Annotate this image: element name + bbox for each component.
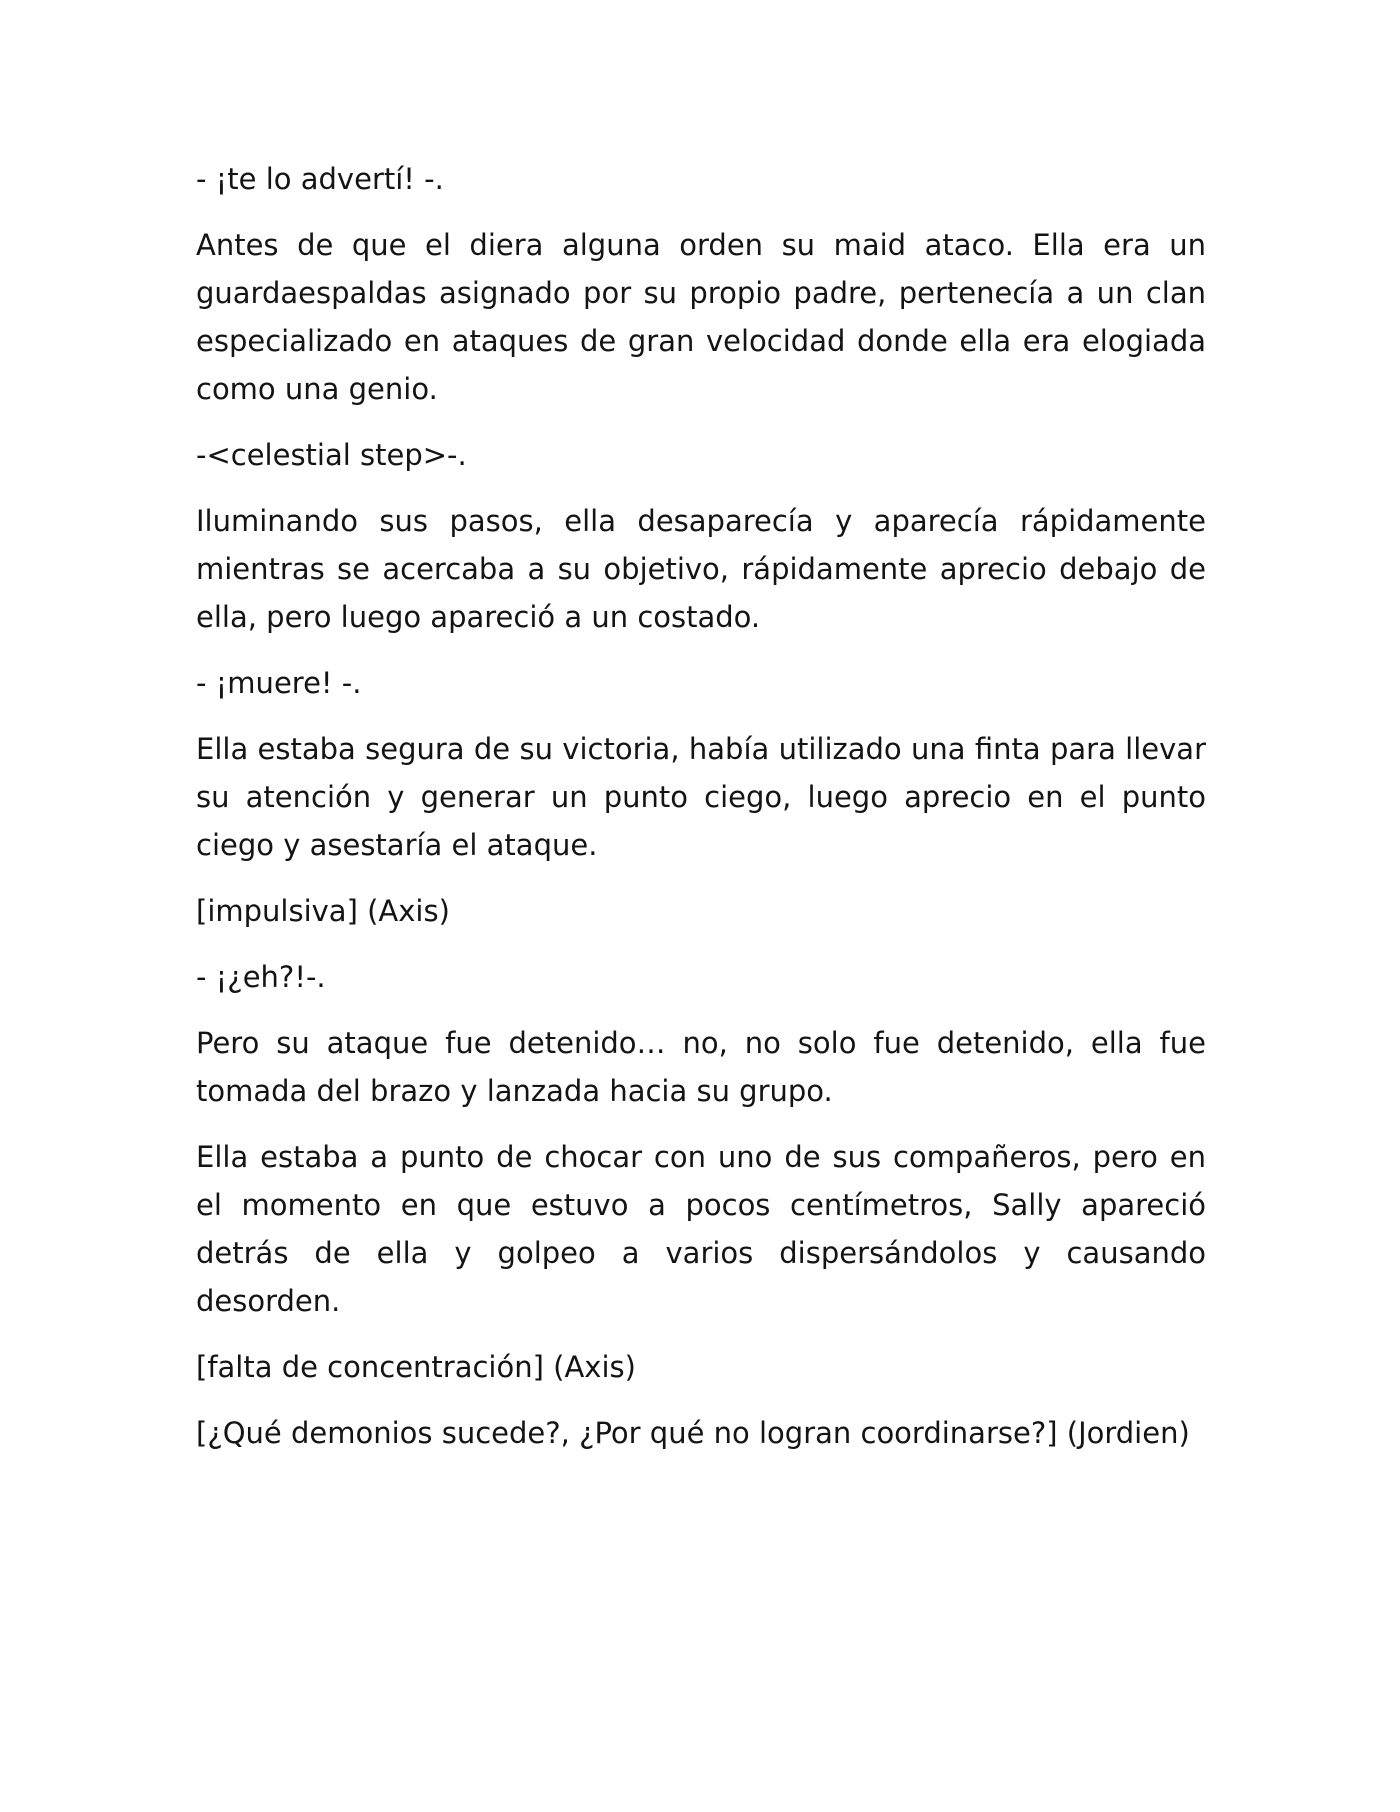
narrative-paragraph: Ella estaba a punto de chocar con uno de sus compañeros, pero en el momento en que estuvo a pocos centímetros, Sally apareció detrás de ella y golpeo a varios dispersándolos y causando desorden. xyxy=(196,1140,1206,1318)
narrative-paragraph: Antes de que el diera alguna orden su maid ataco. Ella era un guardaespaldas asignado por su propio padre, pertenecía a un clan especializado en ataques de gran velocidad donde ella era elogiada como una genio. xyxy=(196,228,1206,406)
document-page xyxy=(196,155,1206,1475)
system-message: [falta de concentración] (Axis) xyxy=(196,1350,636,1384)
dialogue-line: - ¡muere! -. xyxy=(196,666,362,700)
system-message: [¿Qué demonios sucede?, ¿Por qué no logran coordinarse?] (Jordien) xyxy=(196,1416,1190,1450)
narrative-paragraph: Iluminando sus pasos, ella desaparecía y aparecía rápidamente mientras se acercaba a su objetivo, rápidamente aprecio debajo de ella, pero luego apareció a un costado. xyxy=(196,504,1206,634)
dialogue-line: - ¡te lo advertí! -. xyxy=(196,162,444,196)
narrative-paragraph: Pero su ataque fue detenido… no, no solo fue detenido, ella fue tomada del brazo y lanzada hacia su grupo. xyxy=(196,1026,1206,1108)
system-message: [impulsiva] (Axis) xyxy=(196,894,450,928)
dialogue-line: -<celestial step>-. xyxy=(196,438,467,472)
narrative-paragraph: Ella estaba segura de su victoria, había utilizado una finta para llevar su atención y generar un punto ciego, luego aprecio en el punto ciego y asestaría el ataque. xyxy=(196,732,1206,862)
dialogue-line: - ¡¿eh?!-. xyxy=(196,960,326,994)
